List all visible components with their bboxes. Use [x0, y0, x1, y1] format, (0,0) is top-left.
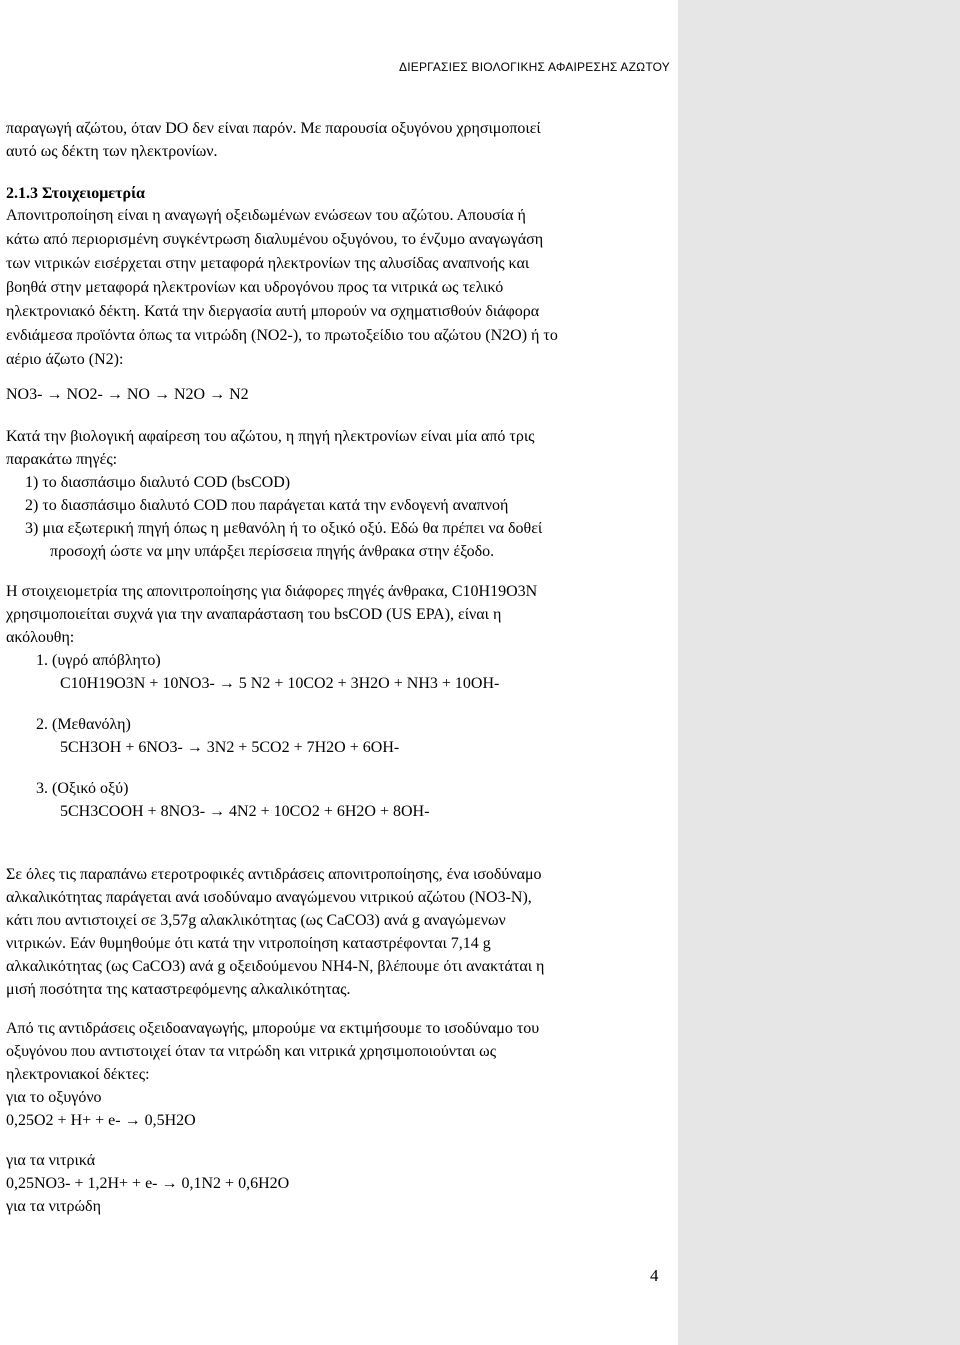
- para3-line-2: χρησιμοποιείται συχνά για την αναπαράσταση του bsCOD (US EPA), είναι η: [6, 606, 502, 623]
- intro-line-1: παραγωγή αζώτου, όταν DO δεν είναι παρόν. Με παρουσία οξυγόνου χρησιμοποιεί: [6, 120, 541, 137]
- para1-line-6: ενδιάμεσα προϊόντα όπως τα νιτρώδη (NO2-), το πρωτοξείδιο του αζώτου (N2O) ή το: [6, 327, 558, 344]
- nitrate-label: για τα νιτρικά: [6, 1152, 96, 1169]
- para1-line-7: αέριο άζωτο (N2):: [6, 351, 124, 368]
- nitrate-equation: 0,25NO3- + 1,2H+ + e- → 0,1N2 + 0,6H2O: [6, 1175, 290, 1192]
- reaction-3-equation: 5CH3COOH + 8NO3- → 4N2 + 10CO2 + 6H2O + 8OH-: [60, 803, 430, 820]
- reaction-2-equation: 5CH3OH + 6NO3- → 3N2 + 5CO2 + 7H2O + 6OH-: [60, 739, 400, 756]
- para5-line-1: Από τις αντιδράσεις οξειδοαναγωγής, μπορούμε να εκτιμήσουμε το ισοδύναμο του: [6, 1020, 540, 1037]
- source-item-2: 2) το διασπάσιμο διαλυτό COD που παράγεται κατά την ενδογενή αναπνοή: [25, 497, 509, 514]
- para1-line-5: ηλεκτρονιακό δέκτη. Κατά την διεργασία αυτή μπορούν να σχηματισθούν διάφορα: [6, 303, 540, 320]
- para3-line-3: ακόλουθη:: [6, 629, 75, 646]
- page-number: 4: [650, 1266, 659, 1285]
- source-item-3: 3) μια εξωτερική πηγή όπως η μεθανόλη ή το οξικό οξύ. Εδώ θα πρέπει να δοθεί: [25, 520, 543, 537]
- nitrogen-pathway: NO3- → NO2- → NO → N2O → N2: [6, 386, 249, 403]
- oxygen-equation: 0,25O2 + H+ + e- → 0,5H2O: [6, 1112, 196, 1129]
- reaction-1-label: 1. (υγρό απόβλητο): [36, 652, 161, 669]
- reaction-3-label: 3. (Οξικό οξύ): [36, 780, 129, 797]
- running-header: ΔΙΕΡΓΑΣΙΕΣ ΒΙΟΛΟΓΙΚΗΣ ΑΦΑΙΡΕΣΗΣ ΑΖΩΤΟΥ: [398, 60, 670, 74]
- para5-line-2: οξυγόνου που αντιστοιχεί όταν τα νιτρώδη και νιτρικά χρησιμοποιούνται ως: [6, 1043, 497, 1060]
- para3-line-1: Η στοιχειομετρία της απονιτροποίησης για διάφορες πηγές άνθρακα, C10H19O3N: [6, 583, 538, 600]
- intro-line-2: αυτό ως δέκτη των ηλεκτρονίων.: [6, 143, 218, 160]
- para4-line-3: κάτι που αντιστοιχεί σε 3,57g αλακλικότητας (ως CaCO3) ανά g αναγώμενων: [6, 912, 506, 929]
- para1-line-3: των νιτρικών εισέρχεται στην μεταφορά ηλεκτρονίων της αλυσίδας αναπνοής και: [6, 255, 530, 272]
- para1-line-4: βοηθά στην μεταφορά ηλεκτρονίων και υδρογόνου προς τα νιτρικά ως τελικό: [6, 279, 504, 296]
- section-heading: 2.1.3 Στοιχειομετρία: [6, 185, 145, 202]
- para4-line-4: νιτρικών. Εάν θυμηθούμε ότι κατά την νιτροποίηση καταστρέφονται 7,14 g: [6, 935, 491, 952]
- para4-line-6: μισή ποσότητα της καταστρεφόμενης αλκαλικότητας.: [6, 981, 351, 998]
- para4-line-2: αλκαλικότητας παράγεται ανά ισοδύναμο αναγώμενου νιτρικού αζώτου (NO3-N),: [6, 889, 532, 906]
- oxygen-label: για το οξυγόνο: [6, 1089, 102, 1106]
- reaction-2-label: 2. (Μεθανόλη): [36, 716, 131, 733]
- para4-line-5: αλκαλικότητας (ως CaCO3) ανά g οξειδούμενου NH4-N, βλέπουμε ότι ανακτάται η: [6, 958, 545, 975]
- nitrite-label: για τα νιτρώδη: [6, 1198, 101, 1215]
- source-item-1: 1) το διασπάσιμο διαλυτό COD (bsCOD): [25, 474, 291, 491]
- para1-line-1: Απονιτροποίηση είναι η αναγωγή οξειδωμένων ενώσεων του αζώτου. Απουσία ή: [6, 207, 526, 224]
- comment-margin: [678, 0, 960, 1345]
- reaction-1-equation: C10H19O3N + 10NO3- → 5 N2 + 10CO2 + 3H2O + NH3 + 10OH-: [60, 675, 500, 692]
- para2-line-1: Κατά την βιολογική αφαίρεση του αζώτου, η πηγή ηλεκτρονίων είναι μία από τρις: [6, 428, 535, 445]
- source-item-3-continued: προσοχή ώστε να μην υπάρξει περίσσεια πηγής άνθρακα στην έξοδο.: [50, 543, 495, 560]
- para4-line-1: Σε όλες τις παραπάνω ετεροτροφικές αντιδράσεις απονιτροποίησης, ένα ισοδύναμο: [6, 866, 542, 883]
- para5-line-3: ηλεκτρονιακοί δέκτες:: [6, 1066, 150, 1083]
- para1-line-2: κάτω από περιορισμένη συγκέντρωση διαλυμένου οξυγόνου, το ένζυμο αναγωγάση: [6, 231, 544, 248]
- para2-line-2: παρακάτω πηγές:: [6, 451, 118, 468]
